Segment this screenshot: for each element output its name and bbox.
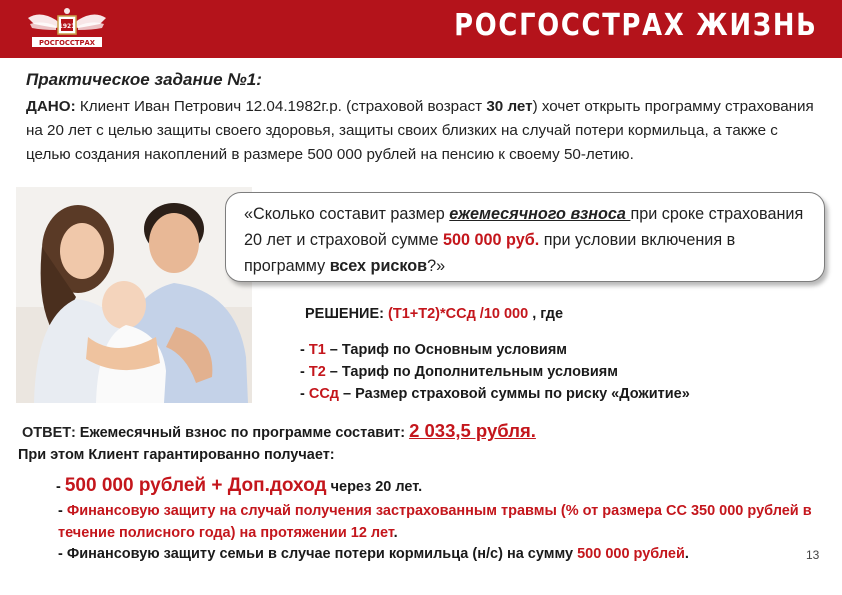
question-bubble <box>225 192 825 282</box>
question-monthly-fee: ежемесячного взноса <box>449 205 631 223</box>
definition-item <box>300 361 690 383</box>
benefit-item <box>56 475 422 497</box>
definitions-list <box>300 339 690 405</box>
logo-text: РОСГОССТРАХ <box>39 39 95 47</box>
benefit-tail: через 20 лет. <box>326 479 423 495</box>
header-bar <box>0 0 842 58</box>
solution-formula <box>305 306 563 322</box>
benefit-dash: - <box>58 503 67 519</box>
definition-dash: - <box>300 364 309 380</box>
definition-term: ССд <box>308 386 340 402</box>
definition-item <box>300 383 690 405</box>
definition-term: Т2 <box>308 364 326 380</box>
benefit-item <box>58 546 689 562</box>
given-text-b: ) хочет открыть программу страхования на 20 лет с целью защиты своего здоровья, защиты своих близких на случай потери кормильца, а также с целью создания накоплений в размере 500 000 рублей на пенсию к своему 50-летию. <box>26 98 814 163</box>
solution-label: РЕШЕНИЕ: <box>305 306 389 322</box>
solution-expression: (Т1+Т2)*ССд /10 000 <box>388 306 529 322</box>
given-paragraph <box>26 95 816 167</box>
question-risks: всех рисков <box>329 257 428 275</box>
answer-value: 2 033,5 рубля. <box>409 420 536 441</box>
benefit-item <box>58 500 818 544</box>
family-illustration-icon <box>16 187 252 403</box>
eagle-logo-icon <box>26 4 108 52</box>
benefit-tail: . <box>684 546 689 562</box>
family-photo <box>16 187 252 403</box>
definition-term: Т1 <box>308 342 326 358</box>
given-age: 30 лет <box>486 98 533 115</box>
benefit-tail: . <box>393 525 398 541</box>
definition-desc: – Тариф по Дополнительным условиям <box>325 364 618 380</box>
question-text <box>244 201 819 279</box>
solution-tail: , где <box>528 306 564 322</box>
given-label: ДАНО: <box>26 98 76 115</box>
page-number: 13 <box>806 548 820 562</box>
definition-item <box>300 339 690 361</box>
definition-desc: – Размер страховой суммы по риску «Дожитие» <box>339 386 690 402</box>
question-part3: при условии включения в программу <box>244 231 736 275</box>
answer-text: Ежемесячный взнос по программе составит: <box>75 425 406 441</box>
benefit-injury-protection: Финансовую защиту на случай получения застрахованным травмы (% от размера СС 350 000 рублей в течение полисного года) на протяжении 12 лет <box>58 503 812 541</box>
definition-dash: - <box>300 386 309 402</box>
benefit-family-amount: 500 000 рублей <box>577 546 685 562</box>
guarantee-line: При этом Клиент гарантированно получает: <box>18 447 335 463</box>
brand-name: РОСГОССТРАХ ЖИЗНЬ <box>454 8 818 43</box>
benefit-dash: - <box>56 479 65 495</box>
answer-label: ОТВЕТ: <box>22 425 76 441</box>
question-part2: при сроке страхования 20 лет и страховой сумме <box>244 205 804 249</box>
answer-line <box>22 420 536 442</box>
logo-year: 1921 <box>58 23 76 30</box>
question-amount: 500 000 руб. <box>443 231 540 249</box>
question-part1: «Сколько составит размер <box>244 205 450 223</box>
question-part4: ?» <box>427 257 446 275</box>
definition-dash: - <box>300 342 309 358</box>
definition-desc: – Тариф по Основным условиям <box>325 342 568 358</box>
task-title: Практическое задание №1: <box>26 70 262 89</box>
benefit-family-protection: - Финансовую защиту семьи в случае потери кормильца (н/с) на сумму <box>58 546 578 562</box>
given-text-a: Клиент Иван Петрович 12.04.1982г.р. (страховой возраст <box>75 98 487 115</box>
benefit-amount: 500 000 рублей + Доп.доход <box>64 475 327 496</box>
